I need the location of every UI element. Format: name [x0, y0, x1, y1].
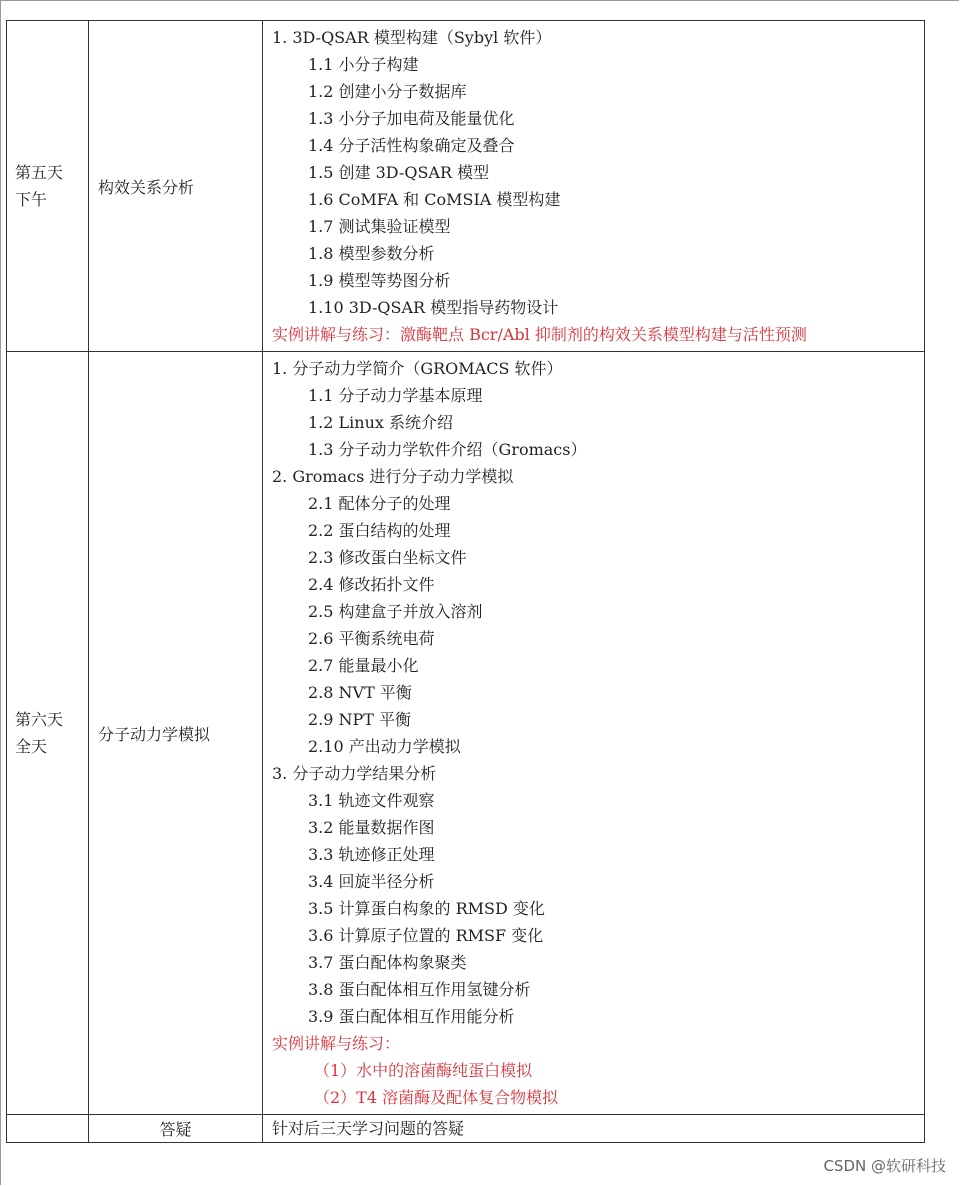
content-line: 3.1 轨迹文件观察 — [308, 791, 435, 810]
topic-cell: 答疑 — [89, 1115, 263, 1143]
content-line: 2. Gromacs 进行分子动力学模拟 — [272, 467, 514, 486]
exercise-line: 实例讲解与练习： — [272, 1034, 401, 1053]
day-label: 下午 — [15, 190, 48, 209]
content-line: 1.7 测试集验证模型 — [308, 217, 451, 236]
content-line: 1.5 创建 3D-QSAR 模型 — [308, 163, 490, 182]
day-cell — [7, 21, 89, 352]
schedule-table — [6, 20, 925, 1143]
content-line: 1.2 创建小分子数据库 — [308, 82, 467, 101]
content-line: 1.1 分子动力学基本原理 — [308, 386, 483, 405]
content-cell — [263, 21, 925, 352]
content-line: 2.7 能量最小化 — [308, 656, 419, 675]
exercise-line: 实例讲解与练习：激酶靶点 Bcr/Abl 抑制剂的构效关系模型构建与活性预测 — [272, 325, 807, 344]
day-cell — [7, 1115, 89, 1143]
content-line: 1.2 Linux 系统介绍 — [308, 413, 453, 432]
content-line: 1.10 3D-QSAR 模型指导药物设计 — [308, 298, 559, 317]
topic-cell: 分子动力学模拟 — [89, 352, 263, 1115]
content-line: 3.6 计算原子位置的 RMSF 变化 — [308, 926, 544, 945]
content-line: 1. 分子动力学简介（GROMACS 软件） — [272, 359, 563, 378]
content-line: 3.2 能量数据作图 — [308, 818, 435, 837]
content-line: 3.9 蛋白配体相互作用能分析 — [308, 1007, 515, 1026]
watermark: CSDN @软研科技 — [823, 1157, 946, 1175]
content-line: 2.8 NVT 平衡 — [308, 683, 412, 702]
content-line: 2.9 NPT 平衡 — [308, 710, 412, 729]
day-label: 全天 — [15, 737, 48, 756]
content-line: 2.6 平衡系统电荷 — [308, 629, 435, 648]
content-cell — [263, 1115, 925, 1143]
exercise-line: （2）T4 溶菌酶及配体复合物模拟 — [314, 1088, 559, 1107]
content-line: 3.8 蛋白配体相互作用氢键分析 — [308, 980, 531, 999]
content-line: 2.3 修改蛋白坐标文件 — [308, 548, 467, 567]
content-line: 1. 3D-QSAR 模型构建（Sybyl 软件） — [272, 28, 552, 47]
content-line: 3.5 计算蛋白构象的 RMSD 变化 — [308, 899, 545, 918]
table-row — [7, 21, 925, 352]
day-label: 第六天 — [15, 710, 64, 729]
content-line: 3.3 轨迹修正处理 — [308, 845, 435, 864]
content-line: 2.10 产出动力学模拟 — [308, 737, 461, 756]
day-label: 第五天 — [15, 163, 64, 182]
content-line: 1.8 模型参数分析 — [308, 244, 435, 263]
content-line: 1.4 分子活性构象确定及叠合 — [308, 136, 515, 155]
content-line: 2.2 蛋白结构的处理 — [308, 521, 451, 540]
content-line: 1.1 小分子构建 — [308, 55, 419, 74]
content-line: 3.7 蛋白配体构象聚类 — [308, 953, 467, 972]
exercise-line: （1）水中的溶菌酶纯蛋白模拟 — [314, 1061, 533, 1080]
content-line: 3. 分子动力学结果分析 — [272, 764, 437, 783]
content-line: 2.1 配体分子的处理 — [308, 494, 451, 513]
content-cell — [263, 352, 925, 1115]
content-line: 2.5 构建盒子并放入溶剂 — [308, 602, 483, 621]
topic-cell: 构效关系分析 — [89, 21, 263, 352]
content-line: 2.4 修改拓扑文件 — [308, 575, 435, 594]
table-row — [7, 352, 925, 1115]
day-cell — [7, 352, 89, 1115]
content-line: 1.9 模型等势图分析 — [308, 271, 451, 290]
content-line: 1.6 CoMFA 和 CoMSIA 模型构建 — [308, 190, 561, 209]
table-row — [7, 1115, 925, 1143]
content-line: 1.3 小分子加电荷及能量优化 — [308, 109, 515, 128]
content-line: 3.4 回旋半径分析 — [308, 872, 435, 891]
content-line: 1.3 分子动力学软件介绍（Gromacs） — [308, 440, 587, 459]
content-line: 针对后三天学习问题的答疑 — [272, 1119, 465, 1138]
